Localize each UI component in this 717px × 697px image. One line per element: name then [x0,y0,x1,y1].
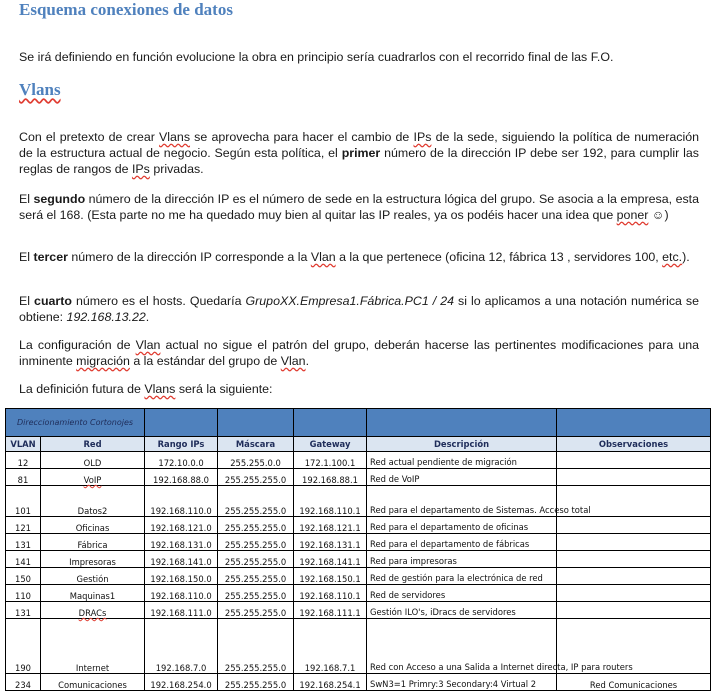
cell-mascara: 255.255.255.0 [218,517,294,534]
cell-observaciones [557,551,711,568]
cell-vlan: 234 [6,674,41,691]
table-row [6,469,711,486]
cell-gateway: 192.168.110.1 [294,585,367,602]
table-row [6,551,711,568]
table-row [6,568,711,585]
cell-mascara: 255.255.255.0 [218,568,294,585]
table-row [6,602,711,619]
table-row [6,534,711,551]
cell-vlan: 101 [6,486,41,517]
cell-observaciones: Red Comunicaciones [557,674,711,691]
cell-mascara: 255.255.255.0 [218,534,294,551]
cell-observaciones [557,469,711,486]
paragraph-cuarto: El cuarto número es el hosts. Quedaría GrupoXX.Empresa1.Fábrica.PC1 / 24 si lo aplicamos a una notación numérica se obtiene: 192.168.13.22. [19,294,700,324]
cell-descripcion: Red con Acceso a una Salida a Internet directa, IP para routers [367,619,557,674]
paragraph-segundo: El segundo número de la dirección IP es el número de sede en la estructura lógica del grupo. Se asocia a la empresa, esta será el 168. (Esta parte no me ha quedado muy bien al quitar las IP reales, ya os podéis hacer una idea que poner ☺) [19,192,699,222]
cell-vlan: 141 [6,551,41,568]
cell-red: OLD [41,452,145,469]
cell-mascara: 255.255.255.0 [218,619,294,674]
cell-rango: 192.168.110.0 [145,486,218,517]
cell-gateway: 192.168.111.1 [294,602,367,619]
cell-gateway: 172.1.100.1 [294,452,367,469]
cell-rango: 192.168.88.0 [145,469,218,486]
cell-red: DRACs [41,602,145,619]
cell-rango: 192.168.121.0 [145,517,218,534]
cell-gateway: 192.168.7.1 [294,619,367,674]
cell-mascara: 255.255.255.0 [218,585,294,602]
table-group-row [6,409,711,437]
cell-red: Maquinas1 [41,585,145,602]
vlan-table [5,408,711,691]
table-row [6,517,711,534]
header-rango: Rango IPs [145,437,218,452]
cell-red: Impresoras [41,551,145,568]
header-red: Red [41,437,145,452]
cell-rango: 172.10.0.0 [145,452,218,469]
cell-vlan: 81 [6,469,41,486]
cell-mascara: 255.255.255.0 [218,674,294,691]
header-vlan: VLAN [6,437,41,452]
cell-descripcion: Red de gestión para la electrónica de red [367,568,557,585]
cell-gateway: 192.168.141.1 [294,551,367,568]
cell-vlan: 190 [6,619,41,674]
cell-rango: 192.168.111.0 [145,602,218,619]
cell-descripcion: Red para el departamento de oficinas [367,517,557,534]
paragraph-primer: Con el pretexto de crear Vlans se aprovecha para hacer el cambio de IPs de la sede, siguiendo la política de numeración de la estructura actual de negocio. Según esta política, el primer número de la dirección IP debe ser 192, para cumplir las reglas de rangos de IPs privadas. [19,130,699,176]
cell-descripcion: SwN3=1 Primry:3 Secondary:4 Virtual 2 [367,674,557,691]
cell-vlan: 12 [6,452,41,469]
paragraph-configuracion: La configuración de Vlan actual no sigue el patrón del grupo, deberán hacerse las pertinentes modificaciones para una inminente migración a la estándar del grupo de Vlan. [19,338,699,368]
cell-gateway: 192.168.88.1 [294,469,367,486]
cell-observaciones [557,534,711,551]
cell-gateway: 192.168.110.1 [294,486,367,517]
cell-observaciones [557,568,711,585]
cell-red: Gestión [41,568,145,585]
cell-descripcion: Red de servidores [367,585,557,602]
table-row [6,452,711,469]
cell-red: VoIP [41,469,145,486]
cell-red: Oficinas [41,517,145,534]
cell-rango: 192.168.110.0 [145,585,218,602]
cell-rango: 192.168.131.0 [145,534,218,551]
cell-red: Comunicaciones [41,674,145,691]
table-row [6,486,711,517]
cell-observaciones [557,517,711,534]
header-observaciones: Observaciones [557,437,711,452]
cell-vlan: 121 [6,517,41,534]
cell-rango: 192.168.141.0 [145,551,218,568]
cell-red: Fábrica [41,534,145,551]
cell-gateway: 192.168.121.1 [294,517,367,534]
cell-observaciones [557,585,711,602]
cell-descripcion: Gestión ILO's, iDracs de servidores [367,602,557,619]
header-gateway: Gateway [294,437,367,452]
cell-observaciones [557,602,711,619]
table-row [6,619,711,674]
cell-mascara: 255.255.255.0 [218,469,294,486]
cell-vlan: 110 [6,585,41,602]
cell-observaciones [557,452,711,469]
cell-rango: 192.168.254.0 [145,674,218,691]
cell-descripcion: Red para el departamento de fábricas [367,534,557,551]
cell-vlan: 131 [6,534,41,551]
page-title: Esquema conexiones de datos [19,0,233,19]
cell-mascara: 255.255.0.0 [218,452,294,469]
cell-red: Internet [41,619,145,674]
cell-rango: 192.168.150.0 [145,568,218,585]
table-header-row [6,437,711,452]
table-row [6,585,711,602]
cell-mascara: 255.255.255.0 [218,551,294,568]
cell-rango: 192.168.7.0 [145,619,218,674]
cell-red: Datos2 [41,486,145,517]
vlans-heading: Vlans [19,80,61,99]
cell-mascara: 255.255.255.0 [218,486,294,517]
paragraph-definicion: La definición futura de Vlans será la siguiente: [19,382,273,396]
cell-mascara: 255.255.255.0 [218,602,294,619]
cell-gateway: 192.168.254.1 [294,674,367,691]
cell-gateway: 192.168.150.1 [294,568,367,585]
cell-vlan: 131 [6,602,41,619]
intro-paragraph: Se irá definiendo en función evolucione la obra en principio sería cuadrarlos con el recorrido final de las F.O. [19,50,614,64]
cell-descripcion: Red de VoIP [367,469,557,486]
table-row [6,674,711,691]
header-descripcion: Descripción [367,437,557,452]
table-group-title: Direccionamiento Cortonojes [6,409,145,437]
cell-vlan: 150 [6,568,41,585]
header-mascara: Máscara [218,437,294,452]
cell-descripcion: Red para el departamento de Sistemas. Acceso total [367,486,557,517]
paragraph-tercer: El tercer número de la dirección IP corresponde a la Vlan a la que pertenece (oficina 12, fábrica 13 , servidores 100, etc.). [19,250,690,264]
cell-gateway: 192.168.131.1 [294,534,367,551]
cell-descripcion: Red para impresoras [367,551,557,568]
cell-descripcion: Red actual pendiente de migración [367,452,557,469]
